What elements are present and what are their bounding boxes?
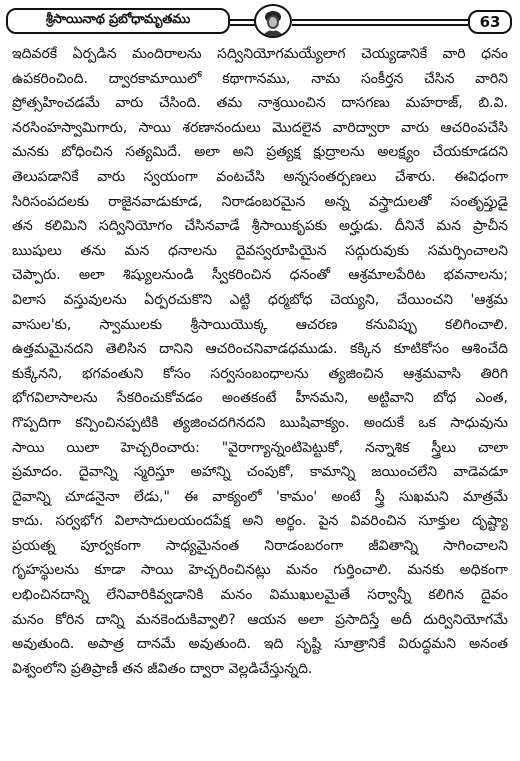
text-line: నరసింహస్వామిగారు, సాయి శరణానందులు మొదలైన వారిద్వారా వారు ఆచరింపచేసి bbox=[12, 119, 508, 136]
body-paragraph bbox=[12, 42, 508, 681]
text-line: కుక్కేనని, భగవంతుని కోసం సర్వసంబంధాలను త్యజించిన ఆశ్రమవాసి తిరిగి bbox=[12, 365, 508, 382]
text-line: ఉత్తమమైనదని తెలిసిన దానిని ఆచరించనివాడధముడు. కక్కిన కూటికోసం ఆశించేది bbox=[12, 341, 508, 358]
text-line: ప్రోత్సహించడమే వారు చేసింది. తమ నాశ్రయించిన దాసగణు మహరాజ్, బి.వి. bbox=[12, 95, 508, 112]
text-line: భోగవిలాసాలను సేకరించుకోవడం అంతకంటే హీనమని, అట్టివాని బోధ ఎంత, bbox=[12, 390, 508, 407]
text-line: ఇదివరకే ఏర్పడిన మందిరాలను సద్వినియోగమయ్యేలాగ చెయ్యడానికే వారి ధనం bbox=[12, 46, 508, 62]
running-title: శ్రీసాయినాథ ప్రబోధామృతము bbox=[6, 8, 230, 34]
text-line: అవుతుంది. అపాత్ర దానమే అవుతుంది. ఇది సృష్టి సూత్రానికే విరుద్ధమని అనంత bbox=[12, 636, 508, 653]
text-line: కాదు. సర్వభోగ విలాసాదులయందపేక్ష అని అర్థం. పైన వివరించిన సూక్తుల దృష్ట్యా bbox=[12, 513, 508, 530]
text-line: ఋషులు తను మన ధనాలను దైవస్వరూపియైన సద్గురువుకు సమర్పించాలని bbox=[12, 242, 508, 259]
text-line: సిరిసంపదలకు రాజైనవాడుకూడ, నిరాడంబరమైన అన్న వస్త్రాదులతో సంతృప్తుడై bbox=[12, 193, 508, 210]
text-line: మనం కోరిన దాన్ని మనకెందుకివ్వాలి? ఆయన అలా ప్రసాదిస్తే అదీ దుర్వినియోగమే bbox=[12, 611, 508, 628]
text-line: సాయి యిలా హెచ్చరించారు: "వైరాగ్యాన్నంటిపెట్టుకో, నన్నాశిక స్త్రీలు చాలా bbox=[12, 439, 508, 456]
text-line: వాసుల'కు, స్వాములకు శ్రీసాయియొక్క ఆచరణ కనువిప్పు కలిగించాలి. bbox=[12, 316, 508, 333]
header-rule-right bbox=[292, 19, 468, 21]
text-line: గృహస్థులను కూడా సాయి హెచ్చరించినట్లు మనం గుర్తించాలి. మనకు అధికంగా bbox=[12, 562, 508, 579]
text-line: తన కలిమిని సద్వినియోగం చేసినవాడే శ్రీసాయికృపకు అర్హుడు. దీనినే మన ప్రాచీన bbox=[12, 218, 508, 235]
text-line: ప్రయత్న పూర్వకంగా సాధ్యమైనంత నిరాడంబరంగా జీవితాన్ని సాగించాలని bbox=[12, 537, 508, 554]
text-line: ప్రమాదం. దైవాన్ని స్మరిస్తూ అహాన్ని చంపుకో, కామాన్ని జయించలేని వాడెవడూ bbox=[12, 464, 508, 481]
text-line: విలాస వస్తువులను ఏర్పరచుకొని ఎట్టి ధర్మబోధ చెయ్యని, చేయించని 'ఆశ్రమ bbox=[12, 291, 508, 308]
text-line: దైవాన్ని చూడనైనా లేడు," ఈ వాక్యంలో 'కామం' అంటే స్త్రీ సుఖమని మాత్రమే bbox=[12, 488, 508, 505]
saint-portrait-icon bbox=[254, 4, 292, 38]
header-rule-left bbox=[230, 19, 256, 21]
text-line: విశ్వంలోని ప్రతిప్రాణీ తన జీవితం ద్వారా వెల్లడిచేస్తున్నది. bbox=[12, 660, 313, 677]
header-rule-left-lower bbox=[230, 24, 256, 26]
text-line: లభించినదాన్ని లేనివారికివ్వడానికి మనం విముఖులమైతే సర్వాన్నీ కలిగిన దైవం bbox=[12, 587, 508, 604]
page-number: 63 bbox=[468, 10, 512, 34]
text-line: గొప్పదిగా కన్పించినప్పటికి త్యజించదగినదని ఋషివాక్యం. అందుకే ఒక సాధువును bbox=[12, 414, 508, 431]
text-line: తెలుపడానికే వారు స్వయంగా వంటచేసి అన్నసంతర్పణలు చేశారు. ఈవిధంగా bbox=[12, 168, 508, 185]
text-line: మనకు బోధించిన సత్యమిదే. అలా అని ప్రత్యక్ష క్షుద్రాలను అలక్ష్యం చేయకూడదని bbox=[12, 144, 508, 161]
text-line: చెప్పారు. అలా శిష్యులనుండి స్వీకరించిన ధనంతో ఆశ్రమాలపేరిట భవనాలను; bbox=[12, 267, 508, 284]
page-header bbox=[6, 4, 514, 40]
text-line: ఉపకరించింది. ద్వారకామాయిలో కథాగానము, నామ సంకీర్తన చేసిన వారిని bbox=[12, 70, 508, 87]
header-rule-right-lower bbox=[292, 24, 468, 26]
